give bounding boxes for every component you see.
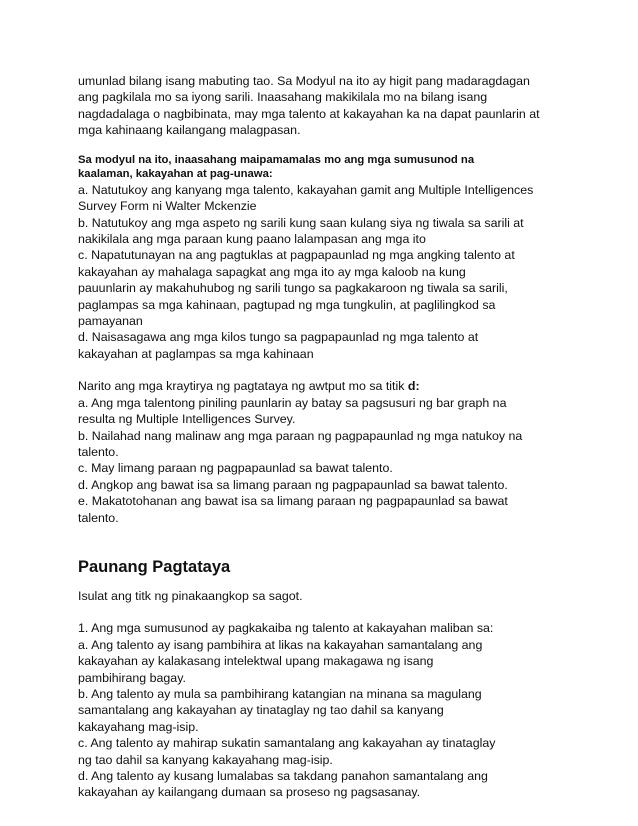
question-line: kakayahan ay kailangang dumaan sa proseso ng pagsasanay.: [78, 785, 421, 800]
criteria-line: resulta ng Multiple Intelligences Survey.: [78, 412, 296, 427]
section-instruction: [78, 588, 578, 604]
objective-line: paglampas sa mga kahinaan, pagtupad ng mga tungkulin, at paglilingkod sa: [78, 297, 496, 312]
objective-line: pauunlarin ay makahuhubog ng sarili tungo sa pagkakaroon ng tiwala sa sarili,: [78, 281, 508, 296]
objective-line: d. Naisasagawa ang mga kilos tungo sa pagpapaunlad ng mga talento at: [78, 330, 479, 345]
criteria-lead: [78, 378, 578, 394]
objective-line: nakikilala ang mga paraan kung paano lalampasan ang mga ito: [78, 232, 426, 247]
objectives-lead-line: Sa modyul na ito, inaasahang maipamamalas mo ang mga sumusunod na: [78, 153, 475, 166]
question-1: [78, 620, 578, 800]
objective-line: Survey Form ni Walter Mckenzie: [78, 199, 257, 214]
objective-line: c. Napatutunayan na ang pagtuklas at pagpapaunlad ng mga angking talento at: [78, 248, 515, 263]
criteria-line: d. Angkop ang bawat isa sa limang paraan ng pagpapaunlad sa bawat talento.: [78, 477, 508, 492]
intro-line: mga kahinaang kailangang malagpasan.: [78, 123, 301, 138]
intro-line: umunlad bilang isang mabuting tao. Sa Modyul na ito ay higit pang madaragdagan: [78, 74, 530, 88]
question-line: ng tao dahil sa kanyang kakayahang mag-isip.: [78, 752, 333, 767]
criteria-line: a. Ang mga talentong piniling paunlarin ay batay sa pagsusuri ng bar graph na: [78, 395, 507, 410]
objective-line: b. Natutukoy ang mga aspeto ng sarili kung saan kulang siya ng tiwala sa sarili at: [78, 215, 524, 230]
criteria-lead-bold: d:: [407, 379, 420, 394]
question-line: samantalang ang kakayahan ay tinataglay ng tao dahil sa kanyang: [78, 703, 444, 718]
objective-line: kakayahan ay mahalaga sapagkat ang mga ito ay mga kaloob na kung: [78, 264, 466, 279]
instruction-line: Isulat ang titk ng pinakaangkop sa sagot.: [78, 588, 303, 603]
intro-line: ang pagkilala mo sa iyong sarili. Inaasahang makikilala mo na bilang isang: [78, 90, 488, 105]
question-line: c. Ang talento ay mahirap sukatin samantalang ang kakayahan ay tinataglay: [78, 736, 496, 751]
question-line: kakayahan ay kalakasang intelektwal upang makagawa ng isang: [78, 654, 434, 669]
criteria-line: e. Makatotohanan ang bawat isa sa limang paraan ng pagpapaunlad sa bawat: [78, 494, 508, 509]
objectives-lead-line: kaalaman, kakayahan at pag-unawa:: [78, 168, 273, 181]
criteria-line: b. Nailahad nang malinaw ang mga paraan ng pagpapaunlad ng mga natukoy na: [78, 428, 523, 443]
question-line: d. Ang talento ay kusang lumalabas sa takdang panahon samantalang ang: [78, 769, 488, 783]
criteria-lead-text: Narito ang mga kraytirya ng pagtataya ng awtput mo sa titik: [78, 379, 408, 394]
objective-line: pamayanan: [78, 314, 143, 329]
intro-paragraph: [78, 73, 578, 139]
criteria-line: talento.: [78, 510, 119, 525]
objectives-lead: [78, 153, 578, 182]
intro-line: nagdadalaga o nagbibinata, may mga talento at kakayahan ka na dapat paunlarin at: [78, 106, 540, 121]
question-line: 1. Ang mga sumusunod ay pagkakaiba ng talento at kakayahan maliban sa:: [78, 621, 494, 636]
section-heading: Paunang Pagtataya: [78, 557, 231, 576]
objective-line: a. Natutukoy ang kanyang mga talento, kakayahan gamit ang Multiple Intelligences: [78, 182, 534, 197]
criteria-list: [78, 378, 578, 526]
criteria-line: talento.: [78, 444, 119, 459]
question-line: a. Ang talento ay isang pambihira at likas na kakayahan samantalang ang: [78, 637, 483, 652]
question-line: kakayahang mag-isip.: [78, 719, 199, 734]
objectives-list: [78, 182, 578, 362]
question-line: b. Ang talento ay mula sa pambihirang katangian na minana sa magulang: [78, 686, 482, 701]
criteria-line: c. May limang paraan ng pagpapaunlad sa bawat talento.: [78, 461, 393, 476]
question-line: pambihirang bagay.: [78, 670, 186, 685]
objective-line: kakayahan at paglampas sa mga kahinaan: [78, 346, 314, 361]
